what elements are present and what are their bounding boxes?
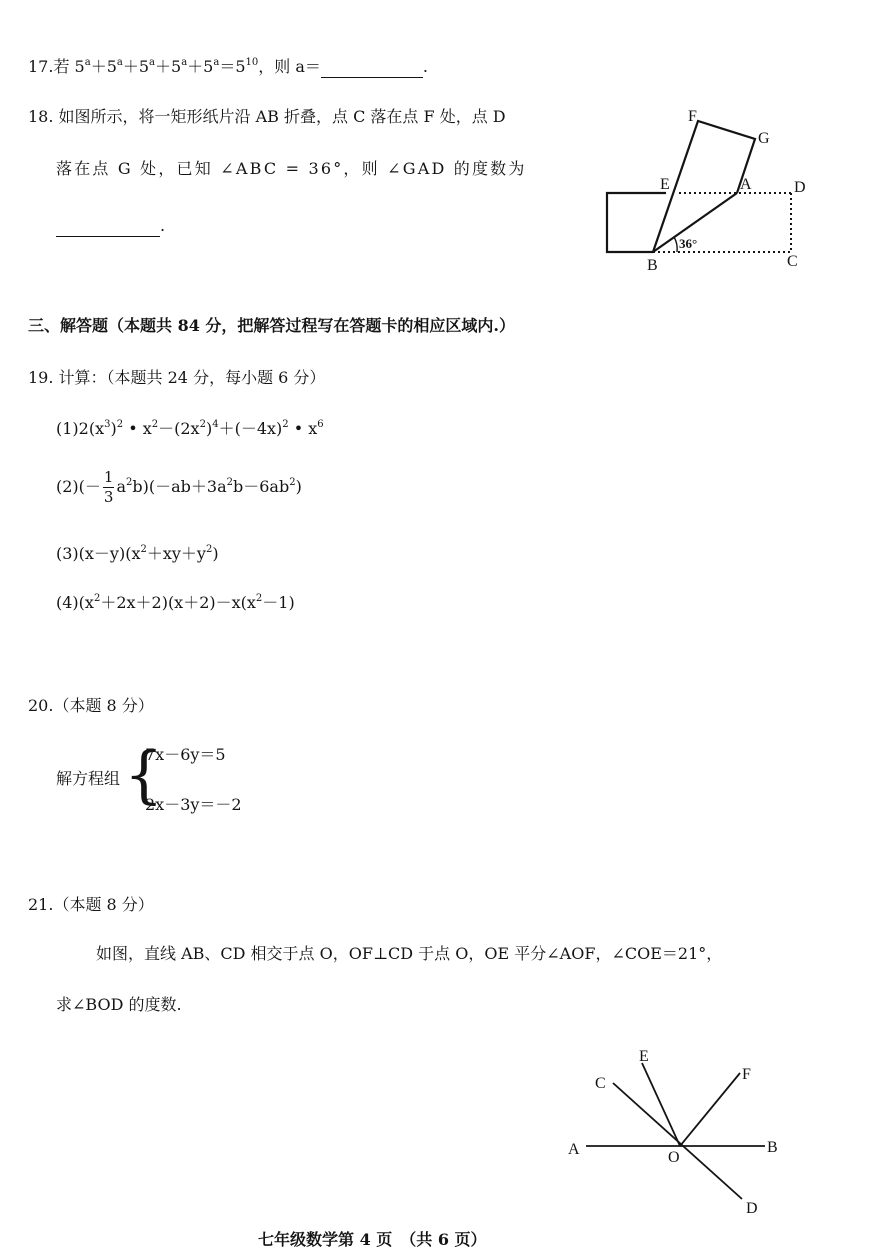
q19-part-1: $(1)2(x^3)^2$ • $x^2-(2x^2)^4+(-4x)^2$ • $x^6$ xyxy=(56,419,324,438)
label-D: D xyxy=(794,179,806,196)
q19-part-2: (2)(－ $\frac{1}{3}$ $a^2b)(-ab+3a^2b-6ab^2)$ xyxy=(56,468,302,506)
label-A: A xyxy=(568,1141,580,1158)
question-17: 17.若 $5^a+5^a+5^a+5^a+5^a=5^{10}$，则 a＝ . xyxy=(28,57,428,76)
question-20-title: 20.（本题 8 分） xyxy=(28,696,154,715)
question-21-line-1: 如图，直线 AB、CD 相交于点 O，OF⊥CD 于点 O，OE 平分∠AOF，∠COE＝21°， xyxy=(96,944,723,963)
label-F: F xyxy=(688,108,697,125)
page-footer: 七年级数学第 4 页 （共 6 页） xyxy=(258,1230,487,1249)
label-B: B xyxy=(647,257,658,274)
label-D: D xyxy=(746,1200,758,1217)
q19-part-3: $(3)(x-y)(x^2+xy+y^2)$ xyxy=(56,544,219,563)
label-E: E xyxy=(639,1048,649,1065)
label-C: C xyxy=(787,253,798,270)
question-19-title: 19. 计算：（本题共 24 分，每小题 6 分） xyxy=(28,368,326,387)
label-G: G xyxy=(758,130,770,147)
question-21-line-2: 求∠BOD 的度数. xyxy=(56,995,182,1014)
label-O: O xyxy=(668,1149,680,1166)
equation-1: 7x－6y＝5 xyxy=(145,745,226,764)
equation-system-label: 解方程组 xyxy=(56,769,121,788)
label-B: B xyxy=(767,1139,778,1156)
question-18-line-2: 落在点 G 处，已知 ∠ABC = 36°，则 ∠GAD 的度数为 xyxy=(56,159,527,178)
label-C: C xyxy=(595,1075,606,1092)
question-18-line-1: 18. 如图所示，将一矩形纸片沿 AB 折叠，点 C 落在点 F 处，点 D xyxy=(28,107,506,126)
question-21-title: 21.（本题 8 分） xyxy=(28,895,154,914)
label-F: F xyxy=(742,1066,751,1083)
q19-part-4: $(4)(x^2+2x+2)(x+2)-x(x^2-1)$ xyxy=(56,593,295,612)
label-E: E xyxy=(660,176,670,193)
equation-2: 2x－3y＝－2 xyxy=(145,795,242,814)
left-brace: { xyxy=(124,738,164,811)
fraction-one-third: $\frac{1}{3}$ xyxy=(103,468,114,506)
angle-label: 36° xyxy=(679,236,698,251)
section-3-heading: 三、解答题（本题共 84 分，把解答过程写在答题卡的相应区域内.） xyxy=(28,316,515,335)
label-A: A xyxy=(740,176,752,193)
answer-blank-18: . xyxy=(56,218,165,237)
